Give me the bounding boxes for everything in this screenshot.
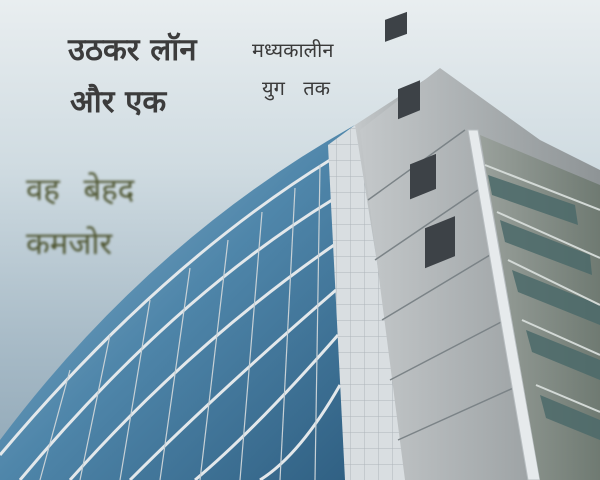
headline-line-1: उठकर लॉन xyxy=(68,32,197,68)
side-caption-line-2: युग तक xyxy=(262,76,330,100)
headline-line-2: और एक xyxy=(70,84,167,120)
side-caption-line-1: मध्यकालीन xyxy=(252,38,334,62)
blurred-caption-line-2: कमजोर xyxy=(26,226,113,262)
blurred-caption-line-1: वह बेहद xyxy=(26,172,135,208)
